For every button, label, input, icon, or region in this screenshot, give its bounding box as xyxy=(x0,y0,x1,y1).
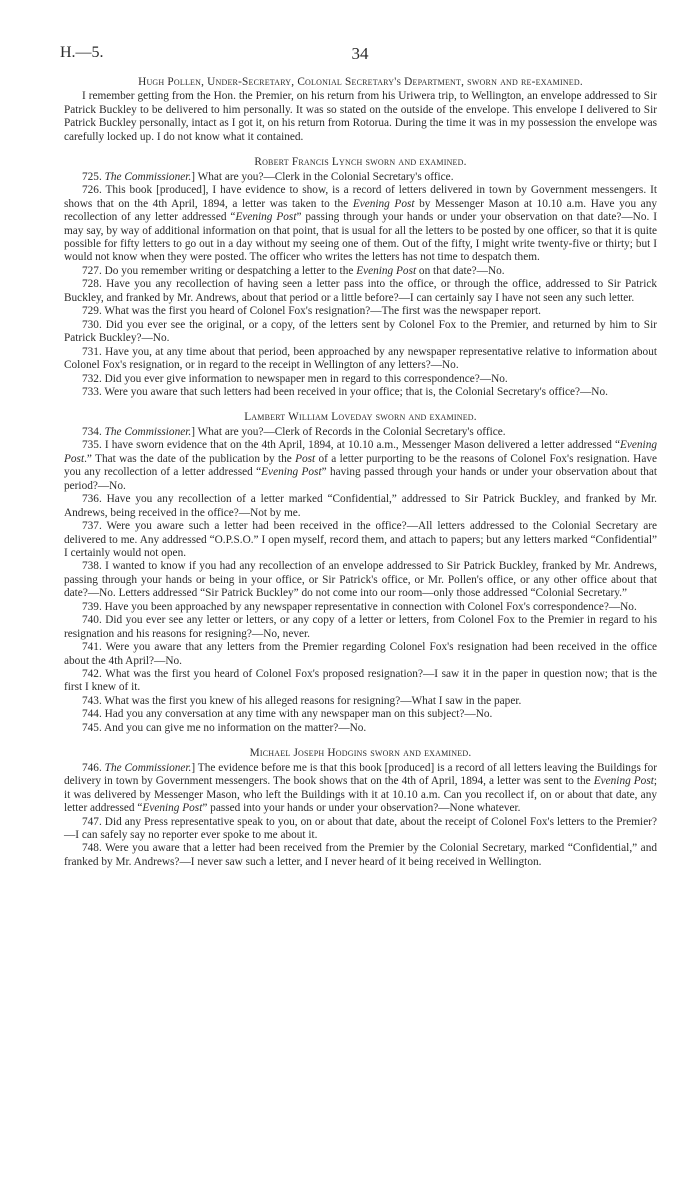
testimony-paragraph: 730. Did you ever see the original, or a copy, of the letters sent by Colonel Fox to the Premier, and returned by him to Sir Patrick Buckley?—No. xyxy=(64,318,657,345)
testimony-paragraph: 748. Were you aware that a letter had been received from the Premier by the Colonial Secretary, marked “Confidential,” and franked by Mr. Andrews?—I never saw such a letter, and I never heard of it being received in Wellington. xyxy=(64,842,657,868)
page-header xyxy=(60,44,660,64)
testimony-paragraph: 734. The Commissioner.] What are you?—Clerk of Records in the Colonial Secretary's office. xyxy=(82,425,506,438)
witness-heading: Hugh Pollen, Under-Secretary, Colonial Secretary's Department, sworn and re-examined. xyxy=(138,76,583,88)
page-body xyxy=(64,76,657,869)
testimony-paragraph: I remember getting from the Hon. the Premier, on his return from his Uriwera trip, to Wellington, an envelope addressed to Sir Patrick Buckley to be delivered to him personally. It was so stated on the outside of the envelope. This envelope I delivered to Sir Patrick Buckley personally, intact as I got it, on his return from Rotorua. During the time it was in my possession the envelope was carefully locked up. I do not know what it contained. xyxy=(64,90,657,143)
testimony-paragraph: 742. What was the first you heard of Colonel Fox's proposed resignation?—I saw it in the paper in question now; that is the first I knew of it. xyxy=(64,668,657,694)
testimony-paragraph: 727. Do you remember writing or despatching a letter to the Evening Post on that date?—No. xyxy=(82,264,505,277)
testimony-paragraph: 740. Did you ever see any letter or letters, or any copy of a letter or letters, from Colonel Fox to the Premier in regard to his resignation and his reasons for resigning?—No, never. xyxy=(64,614,657,640)
testimony-paragraph: 736. Have you any recollection of a letter marked “Confidential,” addressed to Sir Patrick Buckley, and franked by Mr. Andrews, being received in the office?—Not by me. xyxy=(64,493,657,519)
testimony-paragraph: 732. Did you ever give information to newspaper men in regard to this correspondence?—No. xyxy=(82,372,508,385)
testimony-paragraph: 735. I have sworn evidence that on the 4th April, 1894, at 10.10 a.m., Messenger Mason delivered a letter addressed “Evening Post.” That was the date of the publication by the Post of a letter purporting to be the reasons of Colonel Fox's resignation. Have you any recollection of a letter addressed “Evening Post” having passed through your hands or under your observation about that period?—No. xyxy=(64,439,658,492)
witness-section-lynch xyxy=(64,156,657,399)
testimony-paragraph: 738. I wanted to know if you had any recollection of an envelope addressed to Sir Patrick Buckley, franked by Mr. Andrews, passing through your hands or being in your office, or Sir Patrick's office, or Mr. Pollen's office, or any other office about that date?—No. Letters addressed “Sir Patrick Buckley” do not come into our room—only those addressed “Colonial Secretary.” xyxy=(64,560,657,600)
testimony-paragraph: 745. And you can give me no information on the matter?—No. xyxy=(82,721,367,734)
witness-section-hodgins xyxy=(64,747,657,869)
witness-heading: Robert Francis Lynch sworn and examined. xyxy=(254,156,467,169)
testimony-paragraph: 743. What was the first you knew of his alleged reasons for resigning?—What I saw in the paper. xyxy=(82,694,522,707)
testimony-paragraph: 739. Have you been approached by any newspaper representative in connection with Colonel Fox's correspondence?—No. xyxy=(82,600,637,613)
document-code: H.—5. xyxy=(60,44,104,61)
witness-section-pollen xyxy=(64,76,657,144)
testimony-paragraph: 737. Were you aware such a letter had been received in the office?—All letters addressed to the Colonial Secretary are delivered to me. Any addressed “O.P.S.O.” I open myself, record them, and attach to papers; but any letters marked “Confidential” I certainly would not open. xyxy=(64,520,657,559)
testimony-paragraph: 746. The Commissioner.] The evidence before me is that this book [produced] is a record of all letters leaving the Buildings for delivery in town by Government messengers. The book shows that on the 4th of April, 1894, a letter was sent to the Evening Post; it was delivered by Messenger Mason, who left the Buildings with it at 10.10 a.m. Can you recollect if, on or about that date, any letter addressed “Evening Post” passed into your hands or under your observation?—None whatever. xyxy=(64,761,658,815)
testimony-paragraph: 733. Were you aware that such letters had been received in your office; that is, the Colonial Secretary's office?—No. xyxy=(82,385,608,398)
testimony-paragraph: 726. This book [produced], I have evidence to show, is a record of letters delivered in town by Government messengers. It shows that on the 4th April, 1894, a letter was taken to the Evening Post by Messenger Mason at 10.10 a.m. Have you any recollection of any letter addressed “Evening Post” passing through your hands or under your observation on that date?—No. I may say, by way of additional information on that point, that is usual for all the letters to be posted by one officer, so that it is quite possible for fifty letters to go out in a day without my seeing one of them. Out of the fifty, I might write twenty-five or thirty; but I would not know when they were posted. The officer who writes the letters has not time to despatch them. xyxy=(64,184,657,264)
testimony-paragraph: 731. Have you, at any time about that period, been approached by any newspaper representative relative to information about Colonel Fox's resignation, or in regard to the receipt in Wellington of any letters?—No. xyxy=(64,345,657,372)
testimony-paragraph: 725. The Commissioner.] What are you?—Clerk in the Colonial Secretary's office. xyxy=(82,170,454,183)
testimony-paragraph: 741. Were you aware that any letters from the Premier regarding Colonel Fox's resignation had been received in the office about the 4th April?—No. xyxy=(64,641,657,667)
witness-heading: Michael Joseph Hodgins sworn and examined. xyxy=(249,747,472,760)
testimony-paragraph: 744. Had you any conversation at any time with any newspaper man on this subject?—No. xyxy=(82,708,493,721)
page-number: 34 xyxy=(351,44,369,63)
testimony-paragraph: 747. Did any Press representative speak to you, on or about that date, about the receipt of Colonel Fox's letters to the Premier?—I can safely say no reporter ever spoke to me about it. xyxy=(64,815,657,842)
witness-heading: Lambert William Loveday sworn and examined. xyxy=(244,411,477,424)
witness-section-loveday xyxy=(64,411,657,735)
testimony-paragraph: 728. Have you any recollection of having seen a letter pass into the office, or through the office, addressed to Sir Patrick Buckley, and franked by Mr. Andrews, about that period or a little before?—I can certainly say I have not seen any such letter. xyxy=(64,278,657,304)
testimony-paragraph: 729. What was the first you heard of Colonel Fox's resignation?—The first was the newspaper report. xyxy=(82,305,541,318)
